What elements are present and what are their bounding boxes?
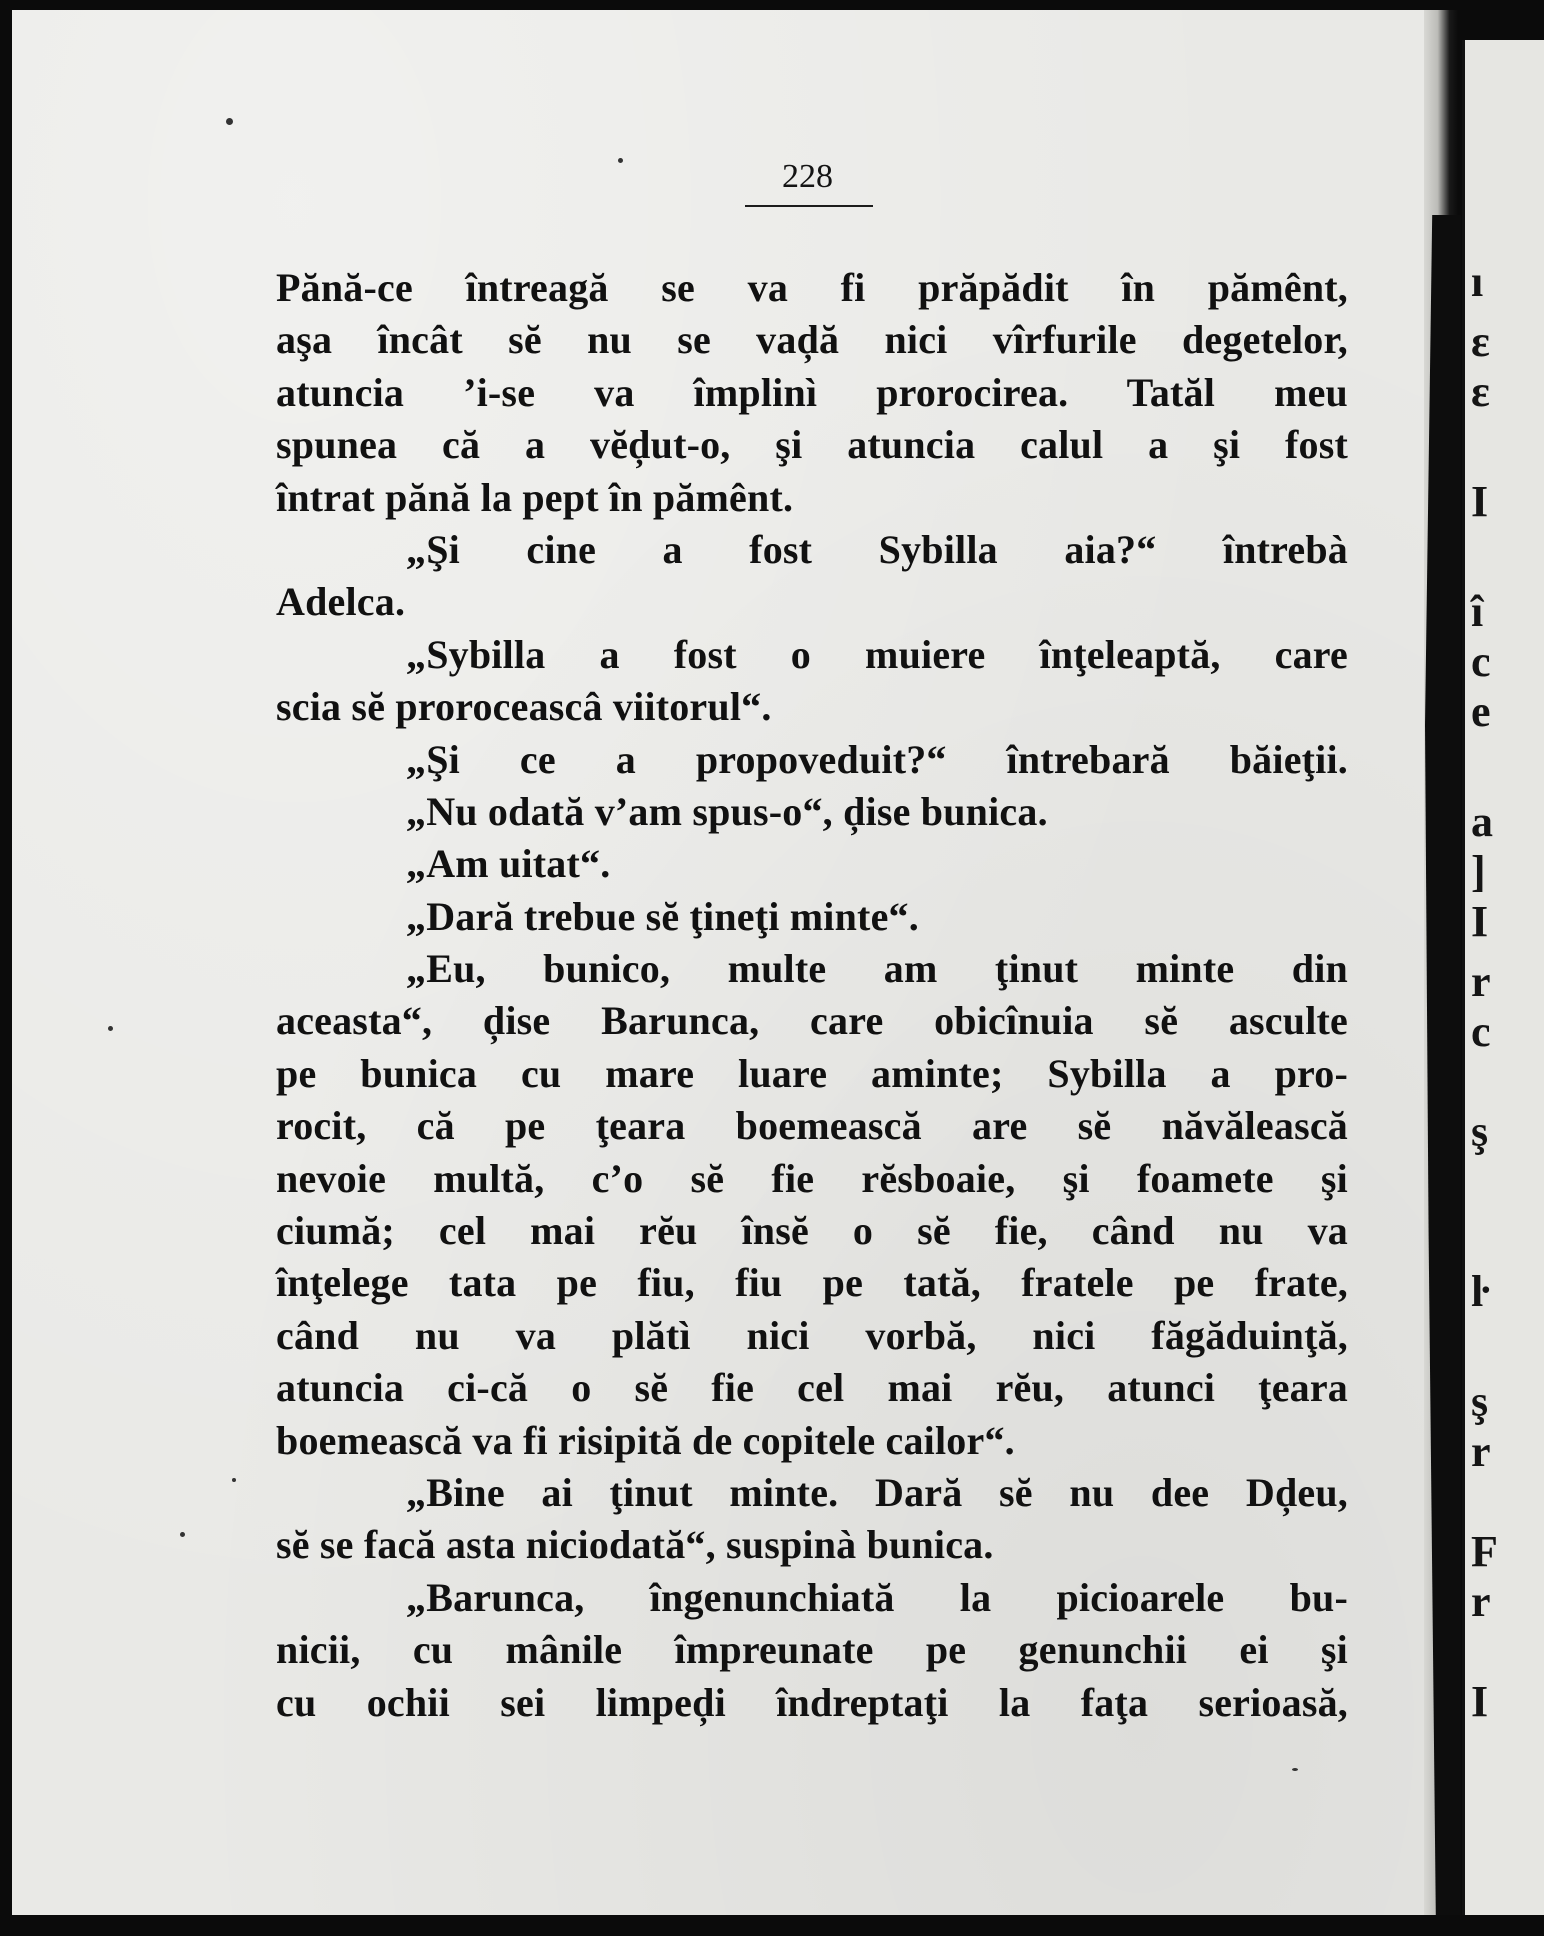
text-line: „Sybilla a fost o muiere înţeleaptă, care xyxy=(406,631,1348,677)
text-line: întrat pănă la pept în pămênt. xyxy=(276,474,794,520)
facing-page-letter: ε xyxy=(1471,317,1490,366)
text-line: sĕ se facă asta niciodată“, suspinà bunica. xyxy=(276,1522,994,1568)
text-line: ciumă; cel mai rĕu însĕ o sĕ fie, când nu va xyxy=(276,1208,1348,1254)
facing-page-letter: r xyxy=(1471,1427,1491,1476)
text-line: nicii, cu mânile împreunate pe genunchii ei şi xyxy=(276,1627,1348,1673)
facing-page-letter: a xyxy=(1471,797,1493,846)
facing-page-letter: ] xyxy=(1471,847,1486,896)
text-line: atuncia ci-că o sĕ fie cel mai rĕu, atunci ţeara xyxy=(276,1365,1348,1411)
text-line: scia sĕ proroceascâ viitorul“. xyxy=(276,684,772,730)
text-line: spunea că a vĕḑut-o, şi atuncia calul a şi fost xyxy=(276,422,1348,468)
ink-speck xyxy=(180,1532,185,1537)
text-line: atuncia ’i-se va împlinì prorocirea. Tatăl meu xyxy=(276,369,1348,415)
text-line: „Dară trebue sĕ ţineţi minte“. xyxy=(406,893,919,939)
facing-page-letter: I xyxy=(1471,477,1489,526)
text-line: pe bunica cu mare luare aminte; Sybilla a pro- xyxy=(276,1050,1348,1096)
facing-page-letter: e xyxy=(1471,687,1491,736)
text-line: boemească va fi risipită de copitele cailor“. xyxy=(276,1417,1015,1463)
facing-page-letter: ε xyxy=(1471,367,1490,416)
text-line: „Şi cine a fost Sybilla aia?“ întrebà xyxy=(406,526,1348,572)
text-line: aceasta“, ḑise Barunca, care obicînuia sĕ asculte xyxy=(276,998,1348,1044)
facing-page-letter: ş xyxy=(1471,1377,1489,1426)
facing-page-letter: r xyxy=(1471,1577,1491,1626)
ink-speck xyxy=(108,1026,113,1031)
text-line: „Bine ai ţinut minte. Dară sĕ nu dee Dḑeu, xyxy=(406,1469,1348,1515)
text-line: cu ochii sei limpeḑi îndreptaţi la faţa serioasă, xyxy=(276,1679,1348,1725)
facing-page-letter: î xyxy=(1471,587,1484,636)
facing-page-letter: I xyxy=(1471,1677,1489,1726)
text-line: „Eu, bunico, multe am ţinut minte din xyxy=(406,946,1348,992)
facing-page-letter: F xyxy=(1471,1527,1498,1576)
page-number: 228 xyxy=(782,158,833,195)
facing-page-letter: ş xyxy=(1471,1107,1489,1156)
ink-speck xyxy=(1292,1768,1298,1771)
facing-page-edge xyxy=(1462,40,1544,1915)
text-line: „Nu odată v’am spus-o“, ḑise bunica. xyxy=(406,788,1048,834)
facing-page-letter: r xyxy=(1471,957,1491,1006)
text-line: înţelege tata pe fiu, fiu pe tată, fratele pe frate, xyxy=(276,1260,1348,1306)
text-line: Adelca. xyxy=(276,579,406,625)
text-line: aşa încât sĕ nu se vaḑă nici vîrfurile degetelor, xyxy=(276,317,1348,363)
text-line: „Am uitat“. xyxy=(406,841,611,887)
text-line: când nu va plătì nici vorbă, nici făgăduinţă, xyxy=(276,1312,1348,1358)
facing-page-letter: I xyxy=(1471,897,1489,946)
page-number-rule xyxy=(745,205,873,207)
text-line: Pănă-ce întreagă se va fi prăpădit în pămênt, xyxy=(276,265,1348,310)
text-line: „Şi ce a propoveduit?“ întrebară băieţii. xyxy=(406,736,1348,782)
facing-page-letter: ı xyxy=(1471,257,1484,306)
text-line: rocit, că pe ţeara boemească are sĕ năvălească xyxy=(276,1103,1348,1149)
ink-speck xyxy=(226,118,233,125)
page-body-text xyxy=(276,262,1348,1729)
text-line: nevoie multă, c’o sĕ fie rĕsboaie, şi foamete şi xyxy=(276,1155,1348,1201)
ink-speck xyxy=(618,158,623,163)
ink-speck xyxy=(232,1478,236,1482)
facing-page-letter: c xyxy=(1471,637,1491,686)
facing-page-letter: ŀ xyxy=(1471,1267,1489,1316)
facing-page-letter: c xyxy=(1471,1007,1491,1056)
text-line: „Barunca, îngenunchiată la picioarele bu- xyxy=(406,1574,1348,1620)
